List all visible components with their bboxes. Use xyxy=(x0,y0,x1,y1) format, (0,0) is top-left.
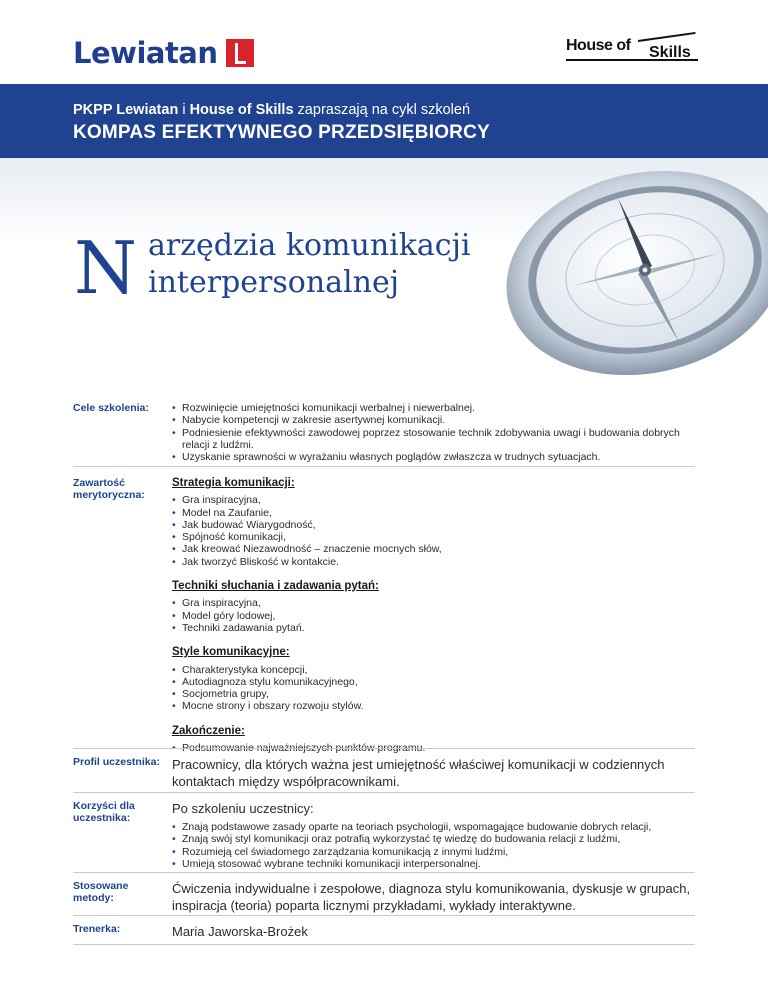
list-item: • Gra inspiracyjna, xyxy=(172,597,695,609)
trainer-label: Trenerka: xyxy=(73,923,121,935)
list-item: • Model góry lodowej, xyxy=(172,610,695,622)
profile-label: Profil uczestnika: xyxy=(73,756,160,768)
series-title: KOMPAS EFEKTYWNEGO PRZEDSIĘBIORCY xyxy=(73,122,490,143)
divider xyxy=(73,466,695,467)
hos-underline xyxy=(566,59,698,61)
list-item: • Mocne strony i obszary rozwoju stylów. xyxy=(172,700,695,712)
title-line-2: interpersonalnej xyxy=(148,265,400,300)
list-item: • Znają podstawowe zasady oparte na teoriach psychologii, wspomagające budowanie dobrych relacji, xyxy=(172,821,695,833)
list-item: • Podsumowanie najważniejszych punktów programu. xyxy=(172,742,695,754)
title-line-1: arzędzia komunikacji xyxy=(148,228,471,263)
content-group-title: Techniki słuchania i zadawania pytań: xyxy=(172,580,379,593)
content-body xyxy=(172,477,695,754)
title-initial: N xyxy=(74,226,137,310)
banner-invitation: PKPP Lewiatan i House of Skills zapraszają na cykl szkoleń xyxy=(73,102,471,118)
divider xyxy=(73,792,695,793)
list-item: • Rozwinięcie umiejętności komunikacji werbalnej i niewerbalnej. xyxy=(172,402,695,414)
list-item: • Jak tworzyć Bliskość w kontakcie. xyxy=(172,556,695,568)
profile-text: Pracownicy, dla których ważna jest umiejętność właściwej komunikacji w codziennych kontaktach między współpracownikami. xyxy=(172,757,665,789)
methods-text: Ćwiczenia indywidualne i zespołowe, diagnoza stylu komunikowania, dyskusje w grupach, inspiracja (teoria) poparta licznymi przykładami, wykłady interaktywne. xyxy=(172,881,691,913)
list-item: • Model na Zaufanie, xyxy=(172,507,695,519)
list-item: • Jak budować Wiarygodność, xyxy=(172,519,695,531)
divider xyxy=(73,872,695,873)
trainer-name: Maria Jaworska-Brożek xyxy=(172,924,308,939)
list-item: • Umieją stosować wybrane techniki komunikacji interpersonalnej. xyxy=(172,858,695,870)
content-group-title: Style komunikacyjne: xyxy=(172,646,290,659)
lewiatan-mark-icon xyxy=(226,39,254,67)
list-item: • Nabycie kompetencji w zakresie asertywnej komunikacji. xyxy=(172,414,695,426)
hos-logo-house: House of xyxy=(566,37,631,54)
divider xyxy=(73,748,695,749)
list-item: • Uzyskanie sprawności w wyrażaniu własnych poglądów zwłaszcza w trudnych sytuacjach. xyxy=(172,451,695,463)
divider xyxy=(73,915,695,916)
content-group-list xyxy=(172,494,695,568)
content-section xyxy=(73,477,695,754)
list-item: • Autodiagnoza stylu komunikacyjnego, xyxy=(172,676,695,688)
benefits-intro: Po szkoleniu uczestnicy: xyxy=(172,801,314,816)
compass-icon xyxy=(390,158,768,380)
house-of-skills-logo xyxy=(566,37,698,63)
lewiatan-logo-text: Lewiatan xyxy=(73,36,218,70)
content-group-list xyxy=(172,664,695,713)
benefits-list xyxy=(172,821,695,870)
list-item: • Podniesienie efektywności zawodowej poprzez stosowanie technik zdobywania uwagi i budowania dobrych relacji z ludźmi. xyxy=(172,427,695,452)
hos-logo-skills: Skills xyxy=(649,44,691,61)
list-item: • Spójność komunikacji, xyxy=(172,531,695,543)
benefits-body xyxy=(172,800,695,870)
hos-roof-icon xyxy=(638,32,696,42)
goals-section xyxy=(73,402,695,463)
list-item: • Znają swój styl komunikacji oraz potrafią wykorzystać tę wiedzę do budowania relacji z ludźmi, xyxy=(172,833,695,845)
content-group-list xyxy=(172,597,695,634)
benefits-label: Korzyści dla uczestnika: xyxy=(73,800,135,825)
header-banner xyxy=(0,84,768,158)
list-item: • Jak kreować Niezawodność – znaczenie mocnych słów, xyxy=(172,543,695,555)
lewiatan-logo xyxy=(73,36,254,70)
profile-section xyxy=(73,756,695,790)
content-group-title: Strategia komunikacji: xyxy=(172,477,295,489)
list-item: • Gra inspiracyjna, xyxy=(172,494,695,506)
methods-label: Stosowane metody: xyxy=(73,880,129,905)
list-item: • Charakterystyka koncepcji, xyxy=(172,664,695,676)
list-item: • Rozumieją cel świadomego zarządzania komunikacją z innymi ludźmi, xyxy=(172,846,695,858)
list-item: • Socjometria grupy, xyxy=(172,688,695,700)
trainer-section xyxy=(73,923,695,940)
divider xyxy=(73,944,695,945)
goals-label: Cele szkolenia: xyxy=(73,402,149,414)
list-item: • Techniki zadawania pytań. xyxy=(172,622,695,634)
benefits-section xyxy=(73,800,695,870)
content-group-title: Zakończenie: xyxy=(172,724,245,737)
methods-section xyxy=(73,880,695,914)
goals-list xyxy=(172,402,695,463)
content-label: Zawartość merytoryczna: xyxy=(73,477,145,502)
